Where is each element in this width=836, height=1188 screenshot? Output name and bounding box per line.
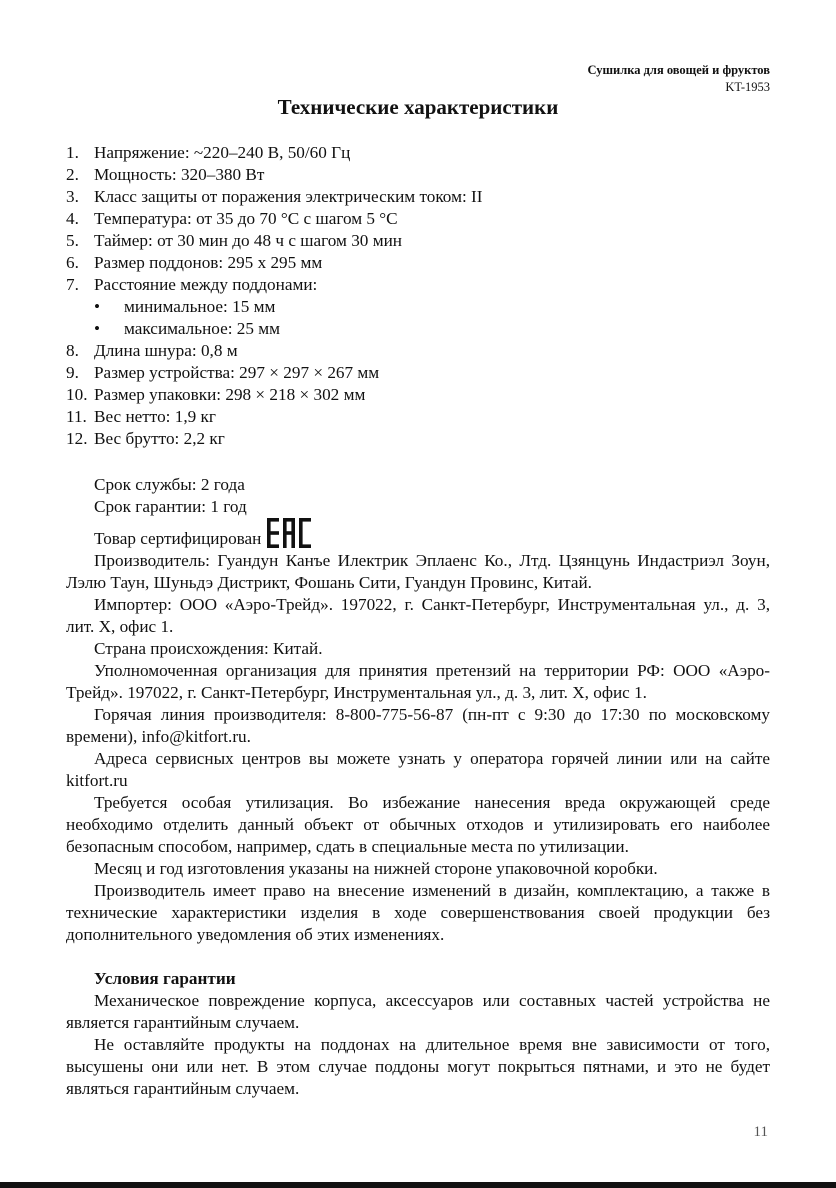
spec-item	[66, 428, 770, 450]
spec-item	[66, 142, 770, 164]
spec-text: Вес брутто: 2,2 кг	[94, 429, 225, 448]
header-product-name: Сушилка для овощей и фруктов	[587, 63, 770, 77]
spec-text: минимальное: 15 мм	[124, 297, 276, 316]
service-life: Срок службы: 2 года	[94, 475, 245, 494]
certified-text: Товар сертифицирован	[94, 529, 262, 548]
bottom-border	[0, 1182, 836, 1188]
spec-text: Длина шнура: 0,8 м	[94, 341, 238, 360]
spec-number: 2.	[66, 165, 79, 184]
warranty-heading: Условия гарантии	[94, 969, 236, 988]
spec-item	[66, 406, 770, 428]
spec-subitem	[66, 318, 770, 340]
spec-number: 3.	[66, 187, 79, 206]
spec-item	[66, 384, 770, 406]
spec-number: 11.	[66, 407, 87, 426]
spec-text: Размер устройства: 297 × 297 × 267 мм	[94, 363, 380, 382]
spec-text: максимальное: 25 мм	[124, 319, 281, 338]
spec-number: 10.	[66, 385, 88, 404]
eac-mark-icon	[267, 518, 311, 548]
spec-item	[66, 230, 770, 252]
bullet-icon: •	[94, 319, 101, 338]
spec-number: 5.	[66, 231, 79, 250]
spec-text: Расстояние между поддонами:	[94, 275, 318, 294]
manufacturer-info: Производитель: Гуандун Канъе Илектрик Эплаенс Ко., Лтд. Цзянцунь Индастриэл Зоун, Лэлю Таун, Шуньдэ Дистрикт, Фошань Сити, Гуандун Провинс, Китай.	[66, 551, 770, 592]
origin-country: Страна происхождения: Китай.	[94, 639, 323, 658]
spec-number: 6.	[66, 253, 79, 272]
page-title: Технические характеристики	[277, 95, 559, 119]
importer-info: Импортер: ООО «Аэро-Трейд». 197022, г. Санкт-Петербург, Инструментальная ул., д. 3, лит. Х, офис 1.	[66, 595, 770, 636]
spec-number: 1.	[66, 143, 79, 162]
spec-item	[66, 274, 770, 296]
spec-item	[66, 252, 770, 274]
spec-item	[66, 362, 770, 384]
bullet-icon: •	[94, 297, 101, 316]
disposal-info: Требуется особая утилизация. Во избежание нанесения вреда окружающей среде необходимо отделить данный объект от обычных отходов и утилизировать его наиболее безопасным способом, например, сдать в специальные места по утилизации.	[66, 793, 770, 856]
spec-text: Температура: от 35 до 70 °C с шагом 5 °C	[94, 209, 398, 228]
warranty-paragraph: Механическое повреждение корпуса, аксессуаров или составных частей устройства не является гарантийным случаем.	[66, 991, 770, 1032]
spec-number: 8.	[66, 341, 79, 360]
specs-list	[66, 142, 770, 450]
spec-text: Таймер: от 30 мин до 48 ч с шагом 30 мин	[94, 231, 402, 250]
spec-text: Мощность: 320–380 Вт	[94, 165, 265, 184]
warranty-period: Срок гарантии: 1 год	[94, 497, 247, 516]
spec-text: Размер упаковки: 298 × 218 × 302 мм	[94, 385, 366, 404]
warranty-paragraph: Не оставляйте продукты на поддонах на длительное время вне зависимости от того, высушены они или нет. В этом случае поддоны могут покрыться пятнами, и это не будет являться гарантийным случаем.	[66, 1035, 770, 1098]
manufacture-date-info: Месяц и год изготовления указаны на нижней стороне упаковочной коробки.	[94, 859, 658, 878]
spec-text: Размер поддонов: 295 х 295 мм	[94, 253, 323, 272]
service-centers-info: Адреса сервисных центров вы можете узнать у оператора горячей линии или на сайте kitfort.ru	[66, 749, 770, 790]
changes-notice: Производитель имеет право на внесение изменений в дизайн, комплектацию, а также в технические характеристики изделия в ходе совершенствования своей продукции без дополнительного уведомления об этих изменениях.	[66, 881, 770, 944]
page-number: 11	[753, 1124, 768, 1140]
spec-item	[66, 208, 770, 230]
hotline-info: Горячая линия производителя: 8-800-775-56-87 (пн-пт с 9:30 до 17:30 по московскому времени), info@kitfort.ru.	[66, 705, 770, 746]
page-header	[587, 62, 770, 96]
spec-text: Класс защиты от поражения электрическим током: II	[94, 187, 483, 206]
spec-subitem	[66, 296, 770, 318]
authorized-organization: Уполномоченная организация для принятия претензий на территории РФ: ООО «Аэро-Трейд». 197022, г. Санкт-Петербург, Инструментальная ул., д. 3, лит. Х, офис 1.	[66, 661, 770, 702]
spec-number: 4.	[66, 209, 79, 228]
certification-line	[66, 518, 770, 550]
info-section	[66, 474, 770, 1100]
spec-number: 7.	[66, 275, 79, 294]
spec-item	[66, 186, 770, 208]
section-spacer	[66, 946, 770, 968]
spec-item	[66, 164, 770, 186]
spec-text: Напряжение: ~220–240 В, 50/60 Гц	[94, 143, 351, 162]
spec-item	[66, 340, 770, 362]
spec-number: 12.	[66, 429, 88, 448]
spec-text: Вес нетто: 1,9 кг	[94, 407, 216, 426]
header-model: KT-1953	[725, 80, 770, 94]
spec-number: 9.	[66, 363, 79, 382]
